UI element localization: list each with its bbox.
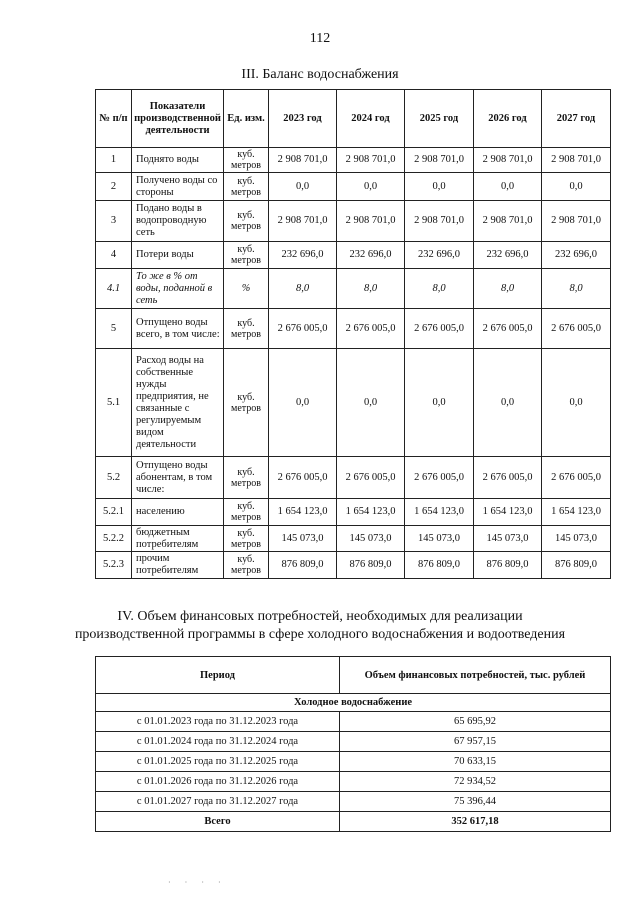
value-cell: 0,0 [474, 173, 542, 201]
row-indicator: Расход воды на собственные нужды предприятия, не связанные с регулируемым видом деятельности [132, 349, 224, 457]
row-indicator: населению [132, 499, 224, 526]
header-num: № п/п [96, 90, 132, 148]
row-num: 5 [96, 309, 132, 349]
table-row [96, 349, 611, 457]
row-unit: куб. метров [224, 499, 269, 526]
value-cell: 2 676 005,0 [337, 457, 405, 499]
value-cell: 2 908 701,0 [337, 148, 405, 173]
value-cell: 876 809,0 [542, 552, 611, 579]
amount-cell: 67 957,15 [340, 732, 611, 752]
row-indicator: Отпущено воды всего, в том числе: [132, 309, 224, 349]
value-cell: 0,0 [405, 349, 474, 457]
row-num: 2 [96, 173, 132, 201]
value-cell: 0,0 [269, 173, 337, 201]
total-label: Всего [96, 812, 340, 832]
row-unit: % [224, 269, 269, 309]
header-period: Период [96, 657, 340, 694]
value-cell: 232 696,0 [542, 242, 611, 269]
value-cell: 2 908 701,0 [405, 148, 474, 173]
value-cell: 1 654 123,0 [269, 499, 337, 526]
table-row [96, 309, 611, 349]
amount-cell: 72 934,52 [340, 772, 611, 792]
value-cell: 2 908 701,0 [474, 148, 542, 173]
row-indicator: Поднято воды [132, 148, 224, 173]
value-cell: 1 654 123,0 [337, 499, 405, 526]
section-3-title: III. Баланс водоснабжения [241, 67, 399, 82]
row-unit: куб. метров [224, 173, 269, 201]
row-num: 4 [96, 242, 132, 269]
header-year-2024: 2024 год [337, 90, 405, 148]
table-row [96, 242, 611, 269]
value-cell: 232 696,0 [405, 242, 474, 269]
financial-needs-table [95, 656, 611, 832]
row-indicator: прочим потребителям [132, 552, 224, 579]
table-row [96, 552, 611, 579]
section-4-title-line1: IV. Объем финансовых потребностей, необходимых для реализации [117, 609, 523, 624]
table-row [96, 173, 611, 201]
scan-marks: · · · · [168, 878, 227, 887]
value-cell: 145 073,0 [474, 526, 542, 552]
value-cell: 876 809,0 [337, 552, 405, 579]
value-cell: 0,0 [337, 173, 405, 201]
row-num: 4.1 [96, 269, 132, 309]
row-num: 5.2.1 [96, 499, 132, 526]
table-row [96, 499, 611, 526]
value-cell: 876 809,0 [405, 552, 474, 579]
value-cell: 2 908 701,0 [337, 201, 405, 242]
row-indicator: Подано воды в водопроводную сеть [132, 201, 224, 242]
row-indicator: Отпущено воды абонентам, в том числе: [132, 457, 224, 499]
table-row [96, 148, 611, 173]
table-row [96, 792, 611, 812]
row-unit: куб. метров [224, 552, 269, 579]
row-num: 5.1 [96, 349, 132, 457]
value-cell: 2 676 005,0 [542, 457, 611, 499]
total-row [96, 812, 611, 832]
row-num: 3 [96, 201, 132, 242]
value-cell: 8,0 [405, 269, 474, 309]
value-cell: 145 073,0 [269, 526, 337, 552]
header-indicator: Показатели производственной деятельности [132, 90, 224, 148]
table-row [96, 732, 611, 752]
table-row [96, 526, 611, 552]
value-cell: 8,0 [542, 269, 611, 309]
row-num: 1 [96, 148, 132, 173]
table-row [96, 269, 611, 309]
table-row [96, 772, 611, 792]
section-4-title-line2: производственной программы в сфере холодного водоснабжения и водоотведения [74, 627, 566, 642]
header-year-2023: 2023 год [269, 90, 337, 148]
row-indicator: Потери воды [132, 242, 224, 269]
value-cell: 2 676 005,0 [405, 309, 474, 349]
value-cell: 2 676 005,0 [337, 309, 405, 349]
page-number: 112 [309, 31, 331, 46]
value-cell: 0,0 [542, 349, 611, 457]
value-cell: 2 676 005,0 [269, 309, 337, 349]
value-cell: 1 654 123,0 [405, 499, 474, 526]
water-balance-table [95, 89, 611, 579]
amount-cell: 65 695,92 [340, 712, 611, 732]
section-4-title [0, 608, 640, 644]
row-indicator: Получено воды со стороны [132, 173, 224, 201]
value-cell: 2 676 005,0 [474, 457, 542, 499]
value-cell: 0,0 [474, 349, 542, 457]
table-row [96, 201, 611, 242]
row-unit: куб. метров [224, 201, 269, 242]
value-cell: 1 654 123,0 [542, 499, 611, 526]
table-row [96, 712, 611, 732]
period-cell: с 01.01.2026 года по 31.12.2026 года [96, 772, 340, 792]
value-cell: 2 908 701,0 [542, 201, 611, 242]
value-cell: 0,0 [337, 349, 405, 457]
header-year-2025: 2025 год [405, 90, 474, 148]
header-year-2026: 2026 год [474, 90, 542, 148]
row-num: 5.2 [96, 457, 132, 499]
value-cell: 2 908 701,0 [542, 148, 611, 173]
value-cell: 232 696,0 [337, 242, 405, 269]
value-cell: 2 908 701,0 [474, 201, 542, 242]
value-cell: 0,0 [542, 173, 611, 201]
period-cell: с 01.01.2023 года по 31.12.2023 года [96, 712, 340, 732]
table-row [96, 457, 611, 499]
value-cell: 2 676 005,0 [474, 309, 542, 349]
period-cell: с 01.01.2025 года по 31.12.2025 года [96, 752, 340, 772]
value-cell: 0,0 [269, 349, 337, 457]
value-cell: 876 809,0 [474, 552, 542, 579]
row-indicator: То же в % от воды, поданной в сеть [132, 269, 224, 309]
row-indicator: бюджетным потребителям [132, 526, 224, 552]
period-cell: с 01.01.2024 года по 31.12.2024 года [96, 732, 340, 752]
row-num: 5.2.2 [96, 526, 132, 552]
row-num: 5.2.3 [96, 552, 132, 579]
header-year-2027: 2027 год [542, 90, 611, 148]
value-cell: 2 908 701,0 [269, 148, 337, 173]
value-cell: 8,0 [269, 269, 337, 309]
amount-cell: 75 396,44 [340, 792, 611, 812]
period-cell: с 01.01.2027 года по 31.12.2027 года [96, 792, 340, 812]
row-unit: куб. метров [224, 457, 269, 499]
row-unit: куб. метров [224, 309, 269, 349]
amount-cell: 70 633,15 [340, 752, 611, 772]
row-unit: куб. метров [224, 242, 269, 269]
value-cell: 2 676 005,0 [405, 457, 474, 499]
value-cell: 8,0 [474, 269, 542, 309]
value-cell: 2 676 005,0 [269, 457, 337, 499]
value-cell: 232 696,0 [269, 242, 337, 269]
value-cell: 876 809,0 [269, 552, 337, 579]
value-cell: 232 696,0 [474, 242, 542, 269]
row-unit: куб. метров [224, 526, 269, 552]
header-unit: Ед. изм. [224, 90, 269, 148]
header-amount: Объем финансовых потребностей, тыс. рублей [340, 657, 611, 694]
value-cell: 8,0 [337, 269, 405, 309]
table-row [96, 752, 611, 772]
value-cell: 0,0 [405, 173, 474, 201]
value-cell: 2 676 005,0 [542, 309, 611, 349]
total-amount: 352 617,18 [340, 812, 611, 832]
value-cell: 2 908 701,0 [269, 201, 337, 242]
row-unit: куб. метров [224, 349, 269, 457]
value-cell: 2 908 701,0 [405, 201, 474, 242]
value-cell: 145 073,0 [337, 526, 405, 552]
value-cell: 145 073,0 [405, 526, 474, 552]
value-cell: 1 654 123,0 [474, 499, 542, 526]
group-cold-water: Холодное водоснабжение [96, 694, 611, 712]
value-cell: 145 073,0 [542, 526, 611, 552]
row-unit: куб. метров [224, 148, 269, 173]
